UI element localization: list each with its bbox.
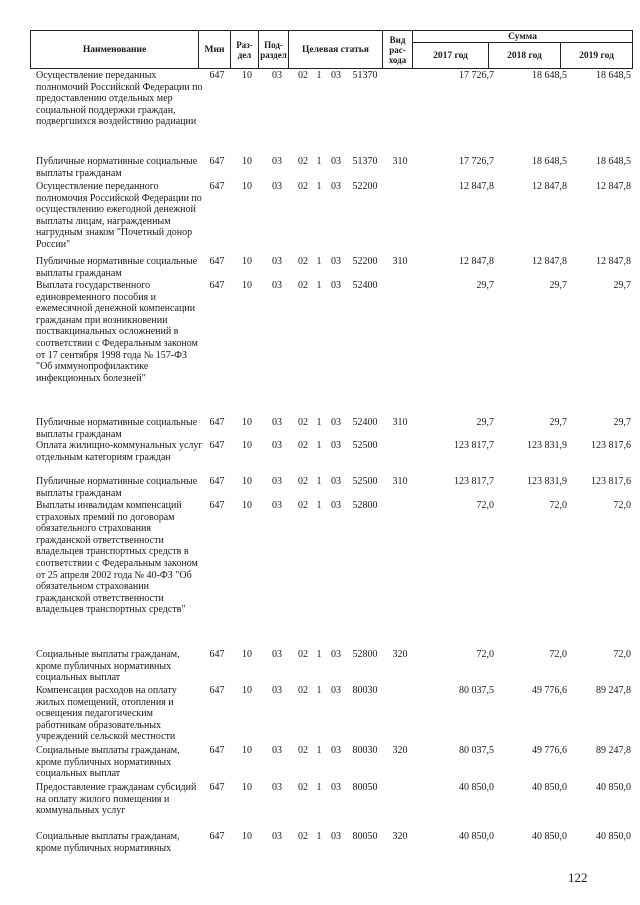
row-min: 647 [209,417,225,428]
row-target-program: 02 [298,256,308,267]
row-amount-2019: 72,0 [613,649,631,660]
row-name: Публичные нормативные социальные выплаты гражданам [36,156,198,179]
row-target-direction: 52500 [352,476,378,487]
row-razdel: 10 [242,831,252,842]
row-podrazdel: 03 [272,70,282,81]
row-target-program: 02 [298,476,308,487]
row-podrazdel: 03 [272,685,282,696]
row-name: Выплаты инвалидам компенсаций страховых премий по договорам обязательного страхования гражданской ответственности владельцев транспортных средств в соответствии с Федеральным законом от 25 апреля 2002 года № 40-ФЗ "Об обязательном страховании гражданской ответственности владельцев транспортных средств" [36,500,198,616]
row-name: Оплата жилищно-коммунальных услуг отдельным категориям граждан [36,440,203,463]
row-podrazdel: 03 [272,156,282,167]
row-name: Социальные выплаты гражданам, кроме публичных нормативных [36,831,180,854]
row-target-direction: 80030 [352,745,378,756]
row-name: Публичные нормативные социальные выплаты гражданам [36,256,198,279]
row-name: Выплата государственного единовременного пособия и ежемесячной денежной компенсации гражданам при возникновении поствакцинальных осложнений в соответствии с Федеральным законом от 17 сентября 1998 года № 157-ФЗ "Об иммунопрофилактике инфекционных болезней" [36,280,198,384]
row-razdel: 10 [242,476,252,487]
row-min: 647 [209,280,225,291]
row-target-program: 02 [298,417,308,428]
row-podrazdel: 03 [272,476,282,487]
row-name: Предоставление гражданам субсидий на оплату жилого помещения и коммунальных услуг [36,782,197,817]
row-name: Публичные нормативные социальные выплаты гражданам [36,417,198,440]
row-target-subprogram: 1 [316,476,322,487]
row-target-program: 02 [298,745,308,756]
row-target-direction: 80030 [352,685,378,696]
row-target-event: 03 [331,476,341,487]
row-amount-2017: 40 850,0 [459,782,494,793]
row-amount-2017: 29,7 [476,417,494,428]
row-target-event: 03 [331,685,341,696]
row-target-program: 02 [298,685,308,696]
row-amount-2018: 40 850,0 [532,782,567,793]
row-target-subprogram: 1 [316,831,322,842]
row-target-subprogram: 1 [316,440,322,451]
row-min: 647 [209,685,225,696]
header-razdel: Раз- дел [231,31,259,69]
row-target-direction: 52500 [352,440,378,451]
header-year-2018: 2018 год [489,43,561,69]
row-expense-type: 310 [392,476,408,487]
row-target-subprogram: 1 [316,280,322,291]
row-min: 647 [209,500,225,511]
row-amount-2017: 123 817,7 [454,440,494,451]
row-razdel: 10 [242,440,252,451]
row-target-event: 03 [331,782,341,793]
row-amount-2018: 12 847,8 [532,256,567,267]
row-expense-type: 310 [392,156,408,167]
row-podrazdel: 03 [272,649,282,660]
header-podrazdel: Под- раздел [259,31,289,69]
row-amount-2019: 72,0 [613,500,631,511]
row-target-event: 03 [331,440,341,451]
row-target-subprogram: 1 [316,70,322,81]
row-target-program: 02 [298,649,308,660]
row-podrazdel: 03 [272,782,282,793]
row-amount-2017: 72,0 [476,500,494,511]
row-amount-2019: 40 850,0 [596,831,631,842]
row-amount-2018: 49 776,6 [532,685,567,696]
row-podrazdel: 03 [272,256,282,267]
row-target-event: 03 [331,181,341,192]
row-target-subprogram: 1 [316,782,322,793]
row-amount-2019: 29,7 [613,280,631,291]
row-podrazdel: 03 [272,745,282,756]
row-target-direction: 51370 [352,156,378,167]
row-target-direction: 52400 [352,417,378,428]
row-min: 647 [209,70,225,81]
row-expense-type: 320 [392,745,408,756]
row-target-event: 03 [331,649,341,660]
row-amount-2019: 12 847,8 [596,181,631,192]
row-name: Компенсация расходов на оплату жилых помещений, отопления и освещения педагогическим работникам образовательных учреждений сельской местности [36,685,177,743]
row-min: 647 [209,782,225,793]
row-amount-2019: 123 817,6 [591,440,631,451]
row-target-event: 03 [331,70,341,81]
row-target-direction: 51370 [352,70,378,81]
row-expense-type: 320 [392,649,408,660]
header-summa: Сумма [413,31,633,43]
row-target-program: 02 [298,440,308,451]
header-min: Мин [199,31,231,69]
row-amount-2018: 123 831,9 [527,440,567,451]
page-number: 122 [568,870,588,885]
row-target-direction: 52200 [352,181,378,192]
row-razdel: 10 [242,500,252,511]
row-razdel: 10 [242,256,252,267]
row-name: Осуществление переданного полномочия Российской Федерации по осуществлению ежегодной денежной выплаты лицам, награжденным нагрудным знаком "Почетный донор России" [36,181,202,250]
row-amount-2019: 123 817,6 [591,476,631,487]
header-celevaya: Целевая статья [289,31,383,69]
header-year-2017: 2017 год [413,43,489,69]
row-target-program: 02 [298,70,308,81]
row-amount-2018: 72,0 [549,649,567,660]
row-amount-2018: 18 648,5 [532,156,567,167]
table-header [30,30,633,69]
row-name: Социальные выплаты гражданам, кроме публичных нормативных социальных выплат [36,649,180,684]
row-target-program: 02 [298,831,308,842]
row-target-subprogram: 1 [316,649,322,660]
row-amount-2017: 80 037,5 [459,685,494,696]
row-min: 647 [209,745,225,756]
row-razdel: 10 [242,280,252,291]
row-amount-2017: 29,7 [476,280,494,291]
row-amount-2019: 89 247,8 [596,745,631,756]
row-podrazdel: 03 [272,831,282,842]
row-amount-2018: 40 850,0 [532,831,567,842]
row-amount-2017: 17 726,7 [459,156,494,167]
row-razdel: 10 [242,685,252,696]
row-target-event: 03 [331,831,341,842]
row-min: 647 [209,649,225,660]
row-min: 647 [209,476,225,487]
row-podrazdel: 03 [272,440,282,451]
row-razdel: 10 [242,181,252,192]
row-target-program: 02 [298,181,308,192]
row-target-subprogram: 1 [316,181,322,192]
row-target-subprogram: 1 [316,256,322,267]
row-target-subprogram: 1 [316,417,322,428]
row-razdel: 10 [242,745,252,756]
row-target-subprogram: 1 [316,745,322,756]
row-min: 647 [209,181,225,192]
row-target-program: 02 [298,500,308,511]
row-target-direction: 80050 [352,831,378,842]
row-amount-2019: 40 850,0 [596,782,631,793]
row-min: 647 [209,440,225,451]
row-min: 647 [209,831,225,842]
header-name: Наименование [31,31,199,69]
row-razdel: 10 [242,417,252,428]
row-target-direction: 80050 [352,782,378,793]
row-amount-2017: 72,0 [476,649,494,660]
row-amount-2019: 89 247,8 [596,685,631,696]
row-amount-2018: 29,7 [549,417,567,428]
row-target-program: 02 [298,280,308,291]
row-name: Социальные выплаты гражданам, кроме публичных нормативных социальных выплат [36,745,180,780]
row-amount-2017: 80 037,5 [459,745,494,756]
row-target-direction: 52800 [352,649,378,660]
row-target-direction: 52200 [352,256,378,267]
row-amount-2019: 18 648,5 [596,70,631,81]
row-amount-2018: 72,0 [549,500,567,511]
row-name: Публичные нормативные социальные выплаты гражданам [36,476,198,499]
row-target-subprogram: 1 [316,500,322,511]
row-amount-2017: 123 817,7 [454,476,494,487]
row-amount-2018: 123 831,9 [527,476,567,487]
row-amount-2017: 12 847,8 [459,256,494,267]
row-razdel: 10 [242,782,252,793]
row-amount-2018: 49 776,6 [532,745,567,756]
row-razdel: 10 [242,156,252,167]
row-target-direction: 52400 [352,280,378,291]
row-amount-2018: 18 648,5 [532,70,567,81]
row-target-program: 02 [298,156,308,167]
row-expense-type: 320 [392,831,408,842]
row-amount-2017: 40 850,0 [459,831,494,842]
row-target-direction: 52800 [352,500,378,511]
row-podrazdel: 03 [272,181,282,192]
row-amount-2017: 17 726,7 [459,70,494,81]
row-target-event: 03 [331,500,341,511]
row-target-event: 03 [331,156,341,167]
row-target-event: 03 [331,256,341,267]
row-amount-2019: 29,7 [613,417,631,428]
row-amount-2019: 18 648,5 [596,156,631,167]
row-target-event: 03 [331,745,341,756]
header-vid: Вид рас- хода [383,31,413,69]
row-amount-2017: 12 847,8 [459,181,494,192]
row-podrazdel: 03 [272,500,282,511]
row-podrazdel: 03 [272,280,282,291]
row-target-subprogram: 1 [316,685,322,696]
row-target-subprogram: 1 [316,156,322,167]
row-min: 647 [209,256,225,267]
row-razdel: 10 [242,70,252,81]
row-amount-2018: 12 847,8 [532,181,567,192]
row-target-event: 03 [331,280,341,291]
row-podrazdel: 03 [272,417,282,428]
row-target-event: 03 [331,417,341,428]
row-name: Осуществление переданных полномочий Российской Федерации по предоставлению отдельных мер социальной поддержки граждан, подвергшихся воздействию радиации [36,70,203,128]
row-razdel: 10 [242,649,252,660]
header-year-2019: 2019 год [561,43,633,69]
row-expense-type: 310 [392,417,408,428]
row-amount-2019: 12 847,8 [596,256,631,267]
row-amount-2018: 29,7 [549,280,567,291]
row-expense-type: 310 [392,256,408,267]
row-min: 647 [209,156,225,167]
row-target-program: 02 [298,782,308,793]
